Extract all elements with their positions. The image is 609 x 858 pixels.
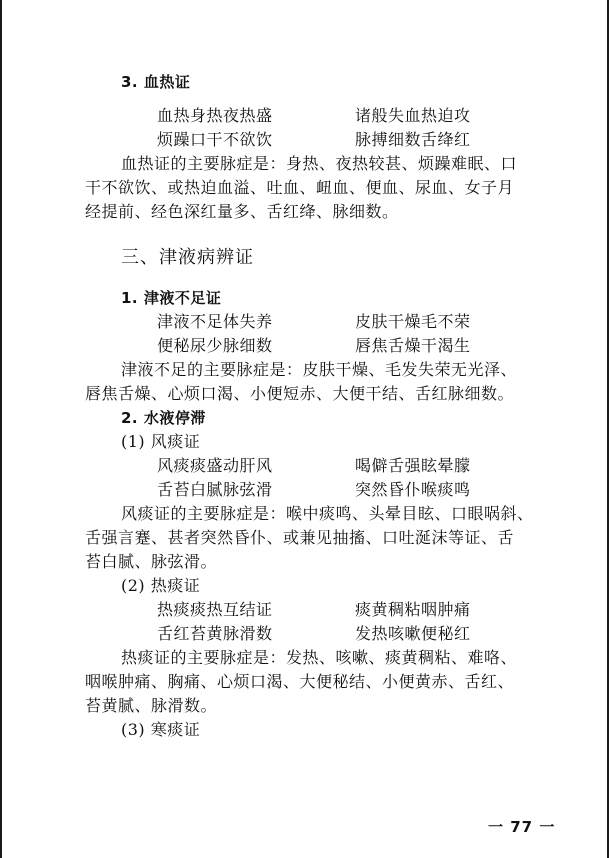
verse-line (85, 334, 555, 358)
paragraph-line: 咽喉肿痛、胸痛、心烦口渴、大便秘结、小便黄赤、舌红、 (85, 672, 515, 691)
paragraph-line: 风痰证的主要脉症是：喉中痰鸣、头晕目眩、口眼㖞斜、 (121, 504, 534, 523)
paragraph-line: 苔黄腻、脉滑数。 (85, 696, 218, 715)
verse-right: 唇焦舌燥干渴生 (355, 336, 471, 355)
verse-left: 热痰痰热互结证 (157, 600, 273, 619)
heading-water-retention: 2. 水液停滞 (121, 409, 206, 427)
paragraph-line: 舌强言蹇、甚者突然昏仆、或兼见抽搐、口吐涎沫等证、舌 (85, 528, 515, 547)
verse-left: 舌苔白腻脉弦滑 (157, 480, 273, 499)
verse-right: 脉搏细数舌绛红 (355, 130, 471, 149)
verse-line (85, 310, 555, 334)
verse-line (85, 454, 555, 478)
page-number: 一 77 一 (488, 818, 556, 836)
label-cold-phlegm: (3) 寒痰证 (121, 720, 201, 739)
verse-right: 喝僻舌强眩晕朦 (355, 456, 471, 475)
section-title: 三、津液病辨证 (121, 247, 254, 268)
verse-right: 痰黄稠粘咽肿痛 (355, 600, 471, 619)
verse-line (85, 478, 555, 502)
verse-left: 血热身热夜热盛 (157, 106, 273, 125)
page-body (85, 70, 555, 742)
paragraph-line: 唇焦舌燥、心烦口渴、小便短赤、大便干结、舌红脉细数。 (85, 384, 515, 403)
label-heat-phlegm: (2) 热痰证 (121, 576, 201, 595)
heading-blood-heat: 3. 血热证 (121, 73, 191, 91)
verse-line (85, 104, 555, 128)
paragraph-line: 血热证的主要脉症是：身热、夜热较甚、烦躁难眠、口 (121, 154, 518, 173)
paragraph-line: 干不欲饮、或热迫血溢、吐血、衄血、便血、尿血、女子月 (85, 178, 515, 197)
verse-left: 舌红苔黄脉滑数 (157, 624, 273, 643)
verse-left: 便秘尿少脉细数 (157, 336, 273, 355)
heading-fluid-deficiency: 1. 津液不足证 (121, 289, 222, 307)
verse-right: 发热咳嗽便秘红 (355, 624, 471, 643)
paragraph-line: 热痰证的主要脉症是：发热、咳嗽、痰黄稠粘、难咯、 (121, 648, 518, 667)
verse-right: 诸般失血热迫攻 (355, 106, 471, 125)
verse-right: 皮肤干燥毛不荣 (355, 312, 471, 331)
verse-right: 突然昏仆喉痰鸣 (355, 480, 471, 499)
verse-left: 风痰痰盛动肝风 (157, 456, 273, 475)
paragraph-line: 苔白腻、脉弦滑。 (85, 552, 218, 571)
verse-line (85, 128, 555, 152)
paragraph-line: 经提前、经色深红量多、舌红绛、脉细数。 (85, 202, 399, 221)
verse-line (85, 598, 555, 622)
verse-left: 烦躁口干不欲饮 (157, 130, 273, 149)
verse-left: 津液不足体失养 (157, 312, 273, 331)
paragraph-line: 津液不足的主要脉症是：皮肤干燥、毛发失荣无光泽、 (121, 360, 518, 379)
verse-line (85, 622, 555, 646)
label-wind-phlegm: (1) 风痰证 (121, 432, 201, 451)
left-page-edge (0, 0, 2, 858)
